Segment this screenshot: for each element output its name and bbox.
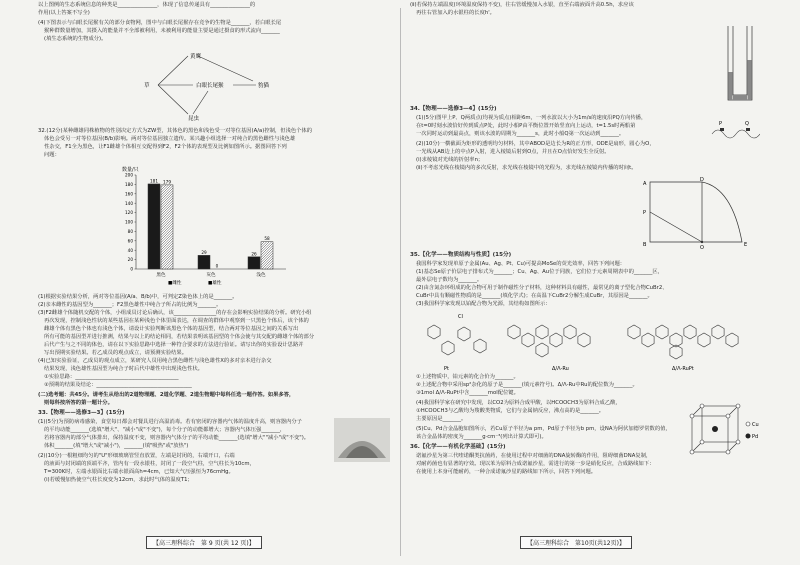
- text-line: 性杂交，F1全为黑色，让F1雌雄个体相互交配得到F2，F2个体的表现型及比例如图所示。据图回答下列: [44, 144, 287, 150]
- y-tick-label: 100: [125, 219, 133, 225]
- text-line: (3)我国科学家发现以铂配合物为光源，其结构如图所示：: [416, 301, 551, 307]
- page-footer: 【高三理科综合 第10页(共12页)】: [520, 536, 632, 549]
- molecule-structures: [424, 310, 754, 372]
- text-line: 对耐药菌也有显著的疗效。现以苯为原料合成诺氟沙星，需进行的第一步是硝化反应，合成路线如下：: [416, 461, 655, 467]
- y-tick-label: 180: [125, 182, 133, 187]
- ring: [642, 333, 654, 347]
- text-line: 最外层电子数均为_______。: [416, 277, 483, 283]
- bar: [248, 257, 260, 269]
- text-line: 作用(以上答案不写全): [38, 10, 90, 16]
- section-heading: (二)选考题：共45分。请考生从给出的2道物理题、2道化学题、2道生物题中每科任选一题作答。如果多答，: [38, 392, 295, 398]
- text-line: 一次同时运动到最高点，则该水波的周期为_______s，此时小船Q第一次运动到_______。: [416, 131, 625, 137]
- molecule-label: Pt: [444, 366, 449, 372]
- y-tick-label: 60: [127, 238, 133, 244]
- text-line: ②上述配合物中采用sp²杂化的原子是_______(填元素符号)。Δ/Λ-Ru中Ru的配位数为_______。: [416, 382, 638, 388]
- u-tube-figure: [722, 22, 762, 108]
- wave-diagram: [710, 112, 760, 148]
- text-line: 我国科学家发现单原子金属(Au、Ag、Pt、Cu)可提高MoSe的荧光效率，回答下列问题：: [416, 261, 626, 267]
- y-tick-label: 140: [125, 200, 133, 206]
- text-line: CuBr中具有顺磁性物质的是_______(填化学式)；在高温下CuBr2分解生成CuBr，其原因是_______。: [416, 293, 653, 299]
- text-line: (1)基态Se原子价层电子排布式为_______；Cu、Ag、Au位于同族，它们位于元素周期表中的_______区，: [416, 269, 664, 275]
- molecule-label: Δ/Λ-RuPt: [672, 366, 694, 372]
- y-tick-label: 200: [125, 172, 133, 178]
- cooking-photo: [334, 418, 390, 462]
- y-tick-label: 20: [127, 257, 133, 263]
- ring: [698, 333, 710, 347]
- bar: [261, 242, 273, 269]
- molecule-label: Cl: [458, 314, 463, 320]
- bar-chart: [108, 163, 298, 288]
- ring: [428, 325, 440, 339]
- x-tick-label: 浅色: [256, 273, 266, 278]
- text-line: (2)(10分)一根粗细均匀的"U"形细玻璃管竖直放置，左端是封闭的，右端开口，右端: [38, 453, 235, 459]
- text-line: 主要原因是_______。: [416, 416, 467, 422]
- text-line: 写出预期实验结果。若乙成员的观点成立，请预测实验结果。: [44, 350, 188, 356]
- wave-label: Q: [745, 121, 749, 127]
- text-line: 的液面与封闭端的顶端平齐，管内有一段水银柱，封闭了一段空气柱，空气柱长为10cm，: [44, 461, 255, 467]
- text-line: 的平均动能_______(选填"增大"、"减小"或"不变")，每个分子的动能都增大；容器内气体压强_______，: [44, 427, 286, 433]
- bar-data-label: 26: [251, 251, 257, 257]
- text-line: 一光线从AB边上的中点P入射，进入棱镜后射到O点，并且在O点恰好发生全反射。: [416, 149, 610, 155]
- text-line: (ⅱ)不考虑光线在棱镜内的多次反射，求光线在棱镜中的光程为，求光线在棱镜内传播的时间t。: [416, 165, 637, 171]
- text-line: (1)(5分)图甲上P、Q两质点(均视为质点)相距6m，一列水波以大小为1m/s的速度沿PQ方向传播，: [416, 115, 647, 121]
- text-line: (4)我国科学家在研究中发现，以CO2为原料合成甲酸，以HCOOCH3为原料合成乙酸，: [416, 400, 621, 406]
- bar-data-label: 29: [201, 249, 207, 255]
- text-line: (5)Cu、Pd合金晶胞如图所示，若Cu原子半径为a pm，Pd原子半径为b pm，设NA为阿伏加德罗常数的值，: [416, 426, 671, 432]
- page-divider: [400, 8, 401, 556]
- text-line: ②预期的结果及结论：____________________________________: [44, 382, 192, 388]
- y-tick-label: 160: [125, 191, 133, 197]
- legend-entry: ■雄性: [208, 281, 222, 286]
- right-page: [410, 0, 766, 565]
- bar-data-label: 181: [150, 178, 158, 184]
- prism-label: B: [643, 242, 647, 248]
- text-line: (ⅰ)求棱镜对光线的折射率n；: [416, 157, 484, 163]
- bar: [161, 185, 173, 269]
- crystal-cell-diagram: [686, 400, 764, 464]
- text-line: (2)由含氮杂环组成的化合物可用于制作磁性分子材料，这种材料具有磁性，最常见的离子型化合物CuBr2、: [416, 285, 668, 291]
- text-line: (1)(5分)为预防病毒感染，食堂每日都会对餐具进行高温消毒。若有密闭的容器内气体的温度升高，则容器内分子: [38, 419, 302, 425]
- ring: [550, 333, 562, 347]
- legend-entry: ■雌性: [168, 281, 182, 286]
- left-page: [38, 0, 392, 565]
- prism-diagram: [642, 176, 752, 250]
- prism-label: O: [700, 245, 704, 250]
- text-line: 雌雄个体有黑色个体也有浅色个体，请设计实验判断该黑色个体的基因型，结合两对等位基因之间的关系写出: [44, 326, 299, 332]
- crystal-legend: Pd: [752, 434, 759, 440]
- text-line: ①HCOOCH3与乙酸均为羧酸类物质，它们与金属钠反应，沸点高的是_______。: [416, 408, 605, 414]
- text-line: (1)根据实验结果分析，两对等位基因(A/a、B/b)中，可判定Z染色体上的是_______。: [38, 294, 238, 300]
- ring: [726, 333, 738, 347]
- ring: [522, 333, 534, 347]
- prism-label: E: [744, 242, 748, 248]
- y-tick-label: 80: [127, 229, 133, 234]
- text-line: (2)(10分)一横截面为矩形的透明均匀材料，其中ABOD是边长为R的正方形，ODE是扇形，圆心为O，: [416, 141, 655, 147]
- question-heading: 36.【化学——有机化学基础】(15分): [410, 444, 506, 450]
- bar: [148, 184, 160, 269]
- text-line: 32.(12分)某种雌雄同株植物的性别决定方式为ZW型，其体色的黑色和浅色受一对等位基因(A/a)控制，但浅色个体的: [38, 128, 313, 134]
- ring: [536, 343, 548, 357]
- y-tick-label: 0: [130, 266, 133, 272]
- ring: [684, 325, 696, 339]
- text-line: (ⅰ)若缓慢加热使空气柱长度变为12cm，求此时气体的温度T1；: [44, 477, 193, 483]
- text-line: 以上图例的生态系统信息的种类是_______________，体现了信息传递具有_______________的: [38, 2, 256, 8]
- chart-ylabel: 数量/只: [122, 167, 139, 173]
- bar: [198, 255, 210, 269]
- wave-label: P: [719, 121, 723, 127]
- text-line: 体色会受另一对等位基因(B/b)影响。两对等位基因独立遗传。某兴趣小组选择一对纯合的黑色雌性与浅色雄: [44, 136, 296, 142]
- ring: [508, 325, 520, 339]
- x-tick-label: 灰色: [206, 273, 216, 278]
- y-tick-label: 40: [127, 247, 133, 253]
- text-line: 猴种群数量增加，其摄入的能量并不全部被利用，未被利用的能量主要是通过摄食的形式流向_______: [44, 28, 280, 34]
- x-tick-label: 黑色: [156, 273, 166, 278]
- text-line: 在使用上本身可能耐药，一种合成诺氟沙星的路线如下所示，回答下列问题。: [416, 469, 597, 475]
- ring: [474, 339, 486, 353]
- text-line: 再往右管加入的水银柱的长度h'。: [416, 10, 495, 16]
- text-line: 在t=0时刻水波恰好传到质点P处，此时小船P由平衡位置开始竖直向上运动，t=1.5s时两船第: [416, 123, 636, 129]
- ring: [656, 325, 668, 339]
- food-web-node: 豹猫: [258, 83, 270, 89]
- text-line: 问题：: [44, 152, 60, 158]
- ring: [712, 325, 724, 339]
- ring: [628, 325, 640, 339]
- bar-data-label: 179: [163, 179, 171, 185]
- text-line: 诺氟沙星为第三代喹诺酮类抗菌药，在使用过程中对细菌的DNA旋转酶的作用，阻碍细菌DNA复制，: [416, 453, 652, 459]
- text-line: 所有可能的基因型并进行推测，结果与以上的结论相同，若结果表明该基因型的个体会使与其交配的雌雄个体的部分: [44, 334, 315, 340]
- text-line: (4)已知实验验证，乙成员的观点成立，某研究人员用纯合黑色雌性与浅色雄性X的多对亲本进行杂交: [38, 358, 272, 364]
- text-line: ①实验思路：_______________________________________: [44, 374, 179, 380]
- bar-data-label: 0: [215, 263, 219, 269]
- text-line: ①上述物质中，铂元素的化合价为_______。: [416, 374, 519, 380]
- text-line: (4)下图表示与白眼长尾猴有关的部分食物网，图中与白眼长尾猴存在竞争的生物是_______，若白眼长尾: [38, 20, 282, 26]
- text-line: 体积_______(填"增大"或"减小")，_______(填"吸热"或"放热"): [44, 443, 189, 449]
- text-line: (2)亲本雌性的基因型为_______；F2黑色雄性中纯合子所占的比例为_______。: [38, 302, 222, 308]
- bar-data-label: 58: [264, 236, 270, 242]
- section-heading: 则每科按所答的第一题计分。: [44, 400, 113, 406]
- ring: [458, 327, 470, 341]
- ring: [564, 325, 576, 339]
- page-footer: 【高三理科综合 第 9 页(共 12 页)】: [146, 536, 262, 549]
- text-line: (填生态系统的生物成分)。: [44, 36, 107, 42]
- text-line: 后代产生与之不同的体色，请在以下实验思路中选择一种符合要求的方法进行验证。请写出你的实验设计思路并: [44, 342, 304, 348]
- text-line: ③1mol Δ/Λ-RuPt中含_______mol配位键。: [416, 390, 519, 396]
- ring: [536, 325, 548, 339]
- molecule-label: Δ/Λ-Ru: [552, 366, 569, 372]
- text-line: 该合金晶体的密度为_______g·cm⁻³(列出计算式即可)。: [416, 434, 547, 440]
- prism-label: A: [643, 181, 647, 187]
- question-heading: 35.【化学——物质结构与性质】(15分): [410, 252, 512, 258]
- question-heading: 33.【物理——选修3—3】(15分): [38, 410, 125, 416]
- ring: [578, 333, 590, 347]
- text-line: 结果发现，浅色雄性基因型为纯合子时后代中雄性中出现浅色性状。: [44, 366, 203, 372]
- food-web-node: 黄鹰: [190, 54, 202, 60]
- food-web-diagram: [138, 46, 278, 124]
- text-line: (ⅱ)若保持左端温度(环境温度保持不变)，往右管缓慢加入水银，直至右端液面升高0.5h，求应该: [410, 2, 634, 8]
- y-tick-label: 120: [125, 210, 133, 216]
- crystal-legend: Cu: [752, 422, 759, 428]
- prism-label: P: [643, 210, 647, 216]
- food-web-node: 白眼长尾猴: [196, 83, 224, 89]
- prism-label: D: [700, 177, 704, 183]
- food-web-node: 昆虫: [188, 116, 200, 122]
- ring: [442, 341, 454, 355]
- text-line: 若将容器内的部分气体排出，保持温度不变，则容器内气体分子的平均动能_______(选填"增大""减小"或"不变")。: [44, 435, 310, 441]
- text-line: (3)F2雌雄个体随机交配的个体，小组成员讨论后确认，该________________的存在会影响实验结果的分析。研究小组: [38, 310, 312, 316]
- text-line: T=300K时，左端水银面比右端水银面高h=4cm，已知大气压强恒为76cmHg。: [44, 469, 234, 475]
- question-heading: 34.【物理——选修3—4】(15分): [410, 106, 497, 112]
- food-web-node: 草: [144, 83, 150, 89]
- text-line: 再次发现，控制浅色性状的某些基因在某种浅色个体里面表达，在调查的群体中观察到一只黑色个体后，该个体的: [44, 318, 309, 324]
